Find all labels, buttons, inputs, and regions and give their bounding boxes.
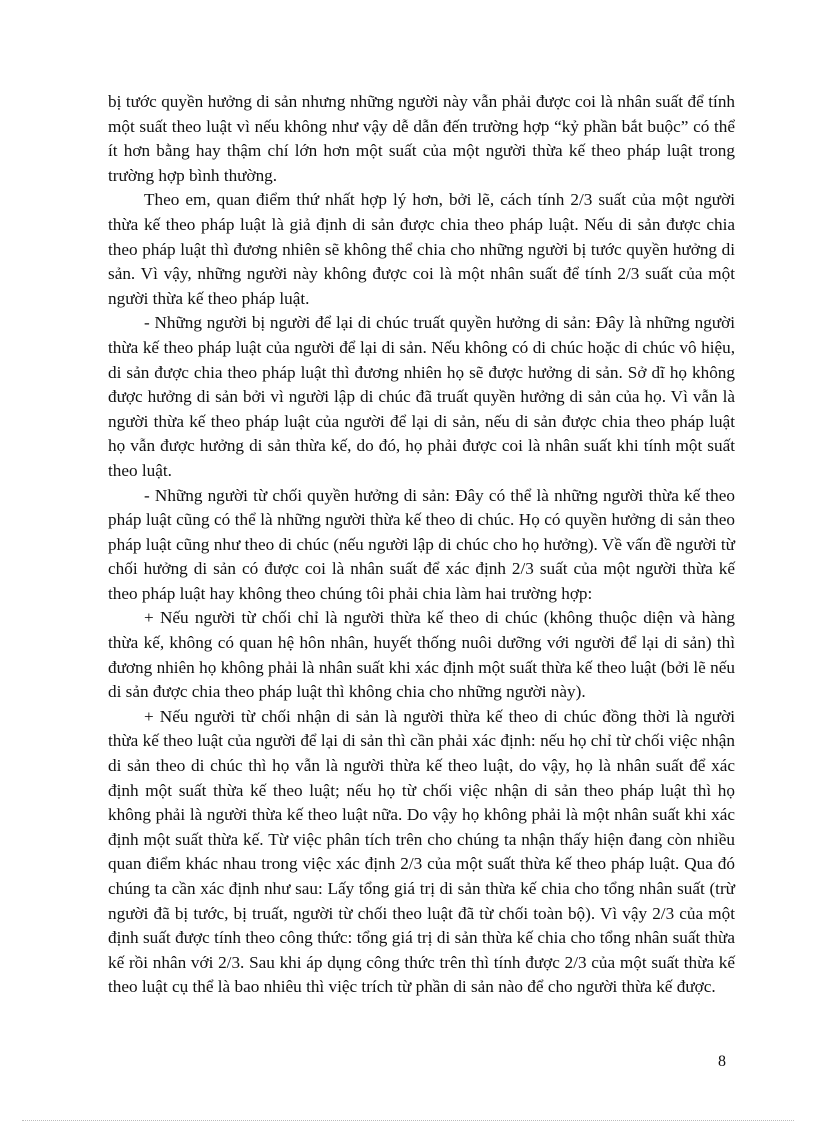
paragraph-4: - Những người từ chối quyền hưởng di sản: Đây có thể là những người thừa kế theo pháp luật cũng có thể là những người thừa kế theo di chúc. Họ có quyền hưởng di sản theo pháp luật cũng như theo di chúc (nếu người lập di chúc cho họ hưởng). Về vấn đề người từ chối hưởng di sản có được coi là nhân suất để xác định 2/3 suất của một người thừa kế theo pháp luật hay không theo chúng tôi phải chia làm hai trường hợp: bbox=[108, 485, 735, 603]
document-body bbox=[108, 90, 735, 1000]
paragraph-2: Theo em, quan điểm thứ nhất hợp lý hơn, bởi lẽ, cách tính 2/3 suất của một người thừa kế theo pháp luật là giả định di sản được chia theo pháp luật. Nếu di sản được chia theo pháp luật thì đương nhiên sẽ không thể chia cho những người bị tước quyền hưởng di sản. Vì vậy, những người này không được coi là một nhân suất để tính 2/3 suất của một người thừa kế theo pháp luật. bbox=[108, 190, 735, 308]
paragraph-1: bị tước quyền hưởng di sản nhưng những người này vẫn phải được coi là nhân suất để tính một suất theo luật vì nếu không như vậy dễ dẫn đến trường hợp “kỷ phần bắt buộc” có thể ít hơn bằng hay thậm chí lớn hơn một suất của một người thừa kế theo pháp luật trong trường hợp bình thường. bbox=[108, 92, 735, 185]
page-bottom-divider bbox=[22, 1120, 794, 1121]
paragraph-6: + Nếu người từ chối nhận di sản là người thừa kế theo di chúc đồng thời là người thừa kế theo luật của người để lại di sản thì cần phải xác định: nếu họ chỉ từ chối việc nhận di sản theo di chúc thì họ vẫn là người thừa kế theo luật, do vậy, họ là nhân suất để xác định một suất thừa kế theo luật; nếu họ từ chối việc nhận di sản theo pháp luật thì họ không phải là người thừa kế theo luật nữa. Do vậy họ không phải là một nhân suất khi xác định một suất thừa kế. Từ việc phân tích trên cho chúng ta nhận thấy hiện đang còn nhiều quan điểm khác nhau trong việc xác định 2/3 của một suất thừa kế theo pháp luật. Qua đó chúng ta cần xác định như sau: Lấy tổng giá trị di sản thừa kế chia cho tổng nhân suất (trừ người đã bị tước, bị truất, người từ chối theo luật đã từ chối toàn bộ). Vì vậy 2/3 của một định suất được tính theo công thức: tổng giá trị di sản thừa kế chia cho tổng nhân suất thừa kế rồi nhân với 2/3. Sau khi áp dụng công thức trên thì tính được 2/3 của một suất thừa kế theo luật cụ thể là bao nhiêu thì việc trích từ phần di sản nào để cho người thừa kế được. bbox=[108, 706, 735, 997]
page-number: 8 bbox=[718, 1053, 726, 1070]
paragraph-3: - Những người bị người để lại di chúc truất quyền hưởng di sản: Đây là những người thừa kế theo pháp luật của người để lại di sản. Nếu không có di chúc hoặc di chúc vô hiệu, di sản được chia theo pháp luật thì đương nhiên họ sẽ được hưởng di sản. Sở dĩ họ không được hưởng di sản bởi vì người lập di chúc đã truất quyền hưởng di sản của họ. Vì vẫn là người thừa kế theo pháp luật của người để lại di sản, nếu di sản được chia theo pháp luật họ vẫn được hưởng di sản thừa kế, do đó, họ phải được coi là nhân suất khi tính một suất theo luật. bbox=[108, 313, 735, 480]
paragraph-5: + Nếu người từ chối chỉ là người thừa kế theo di chúc (không thuộc diện và hàng thừa kế, không có quan hệ hôn nhân, huyết thống nuôi dưỡng với người để lại di sản) thì đương nhiên họ không phải là nhân suất khi xác định một suất thừa kế theo luật (bởi lẽ nếu di sản được chia theo pháp luật thì không chia cho những người này). bbox=[108, 608, 735, 702]
